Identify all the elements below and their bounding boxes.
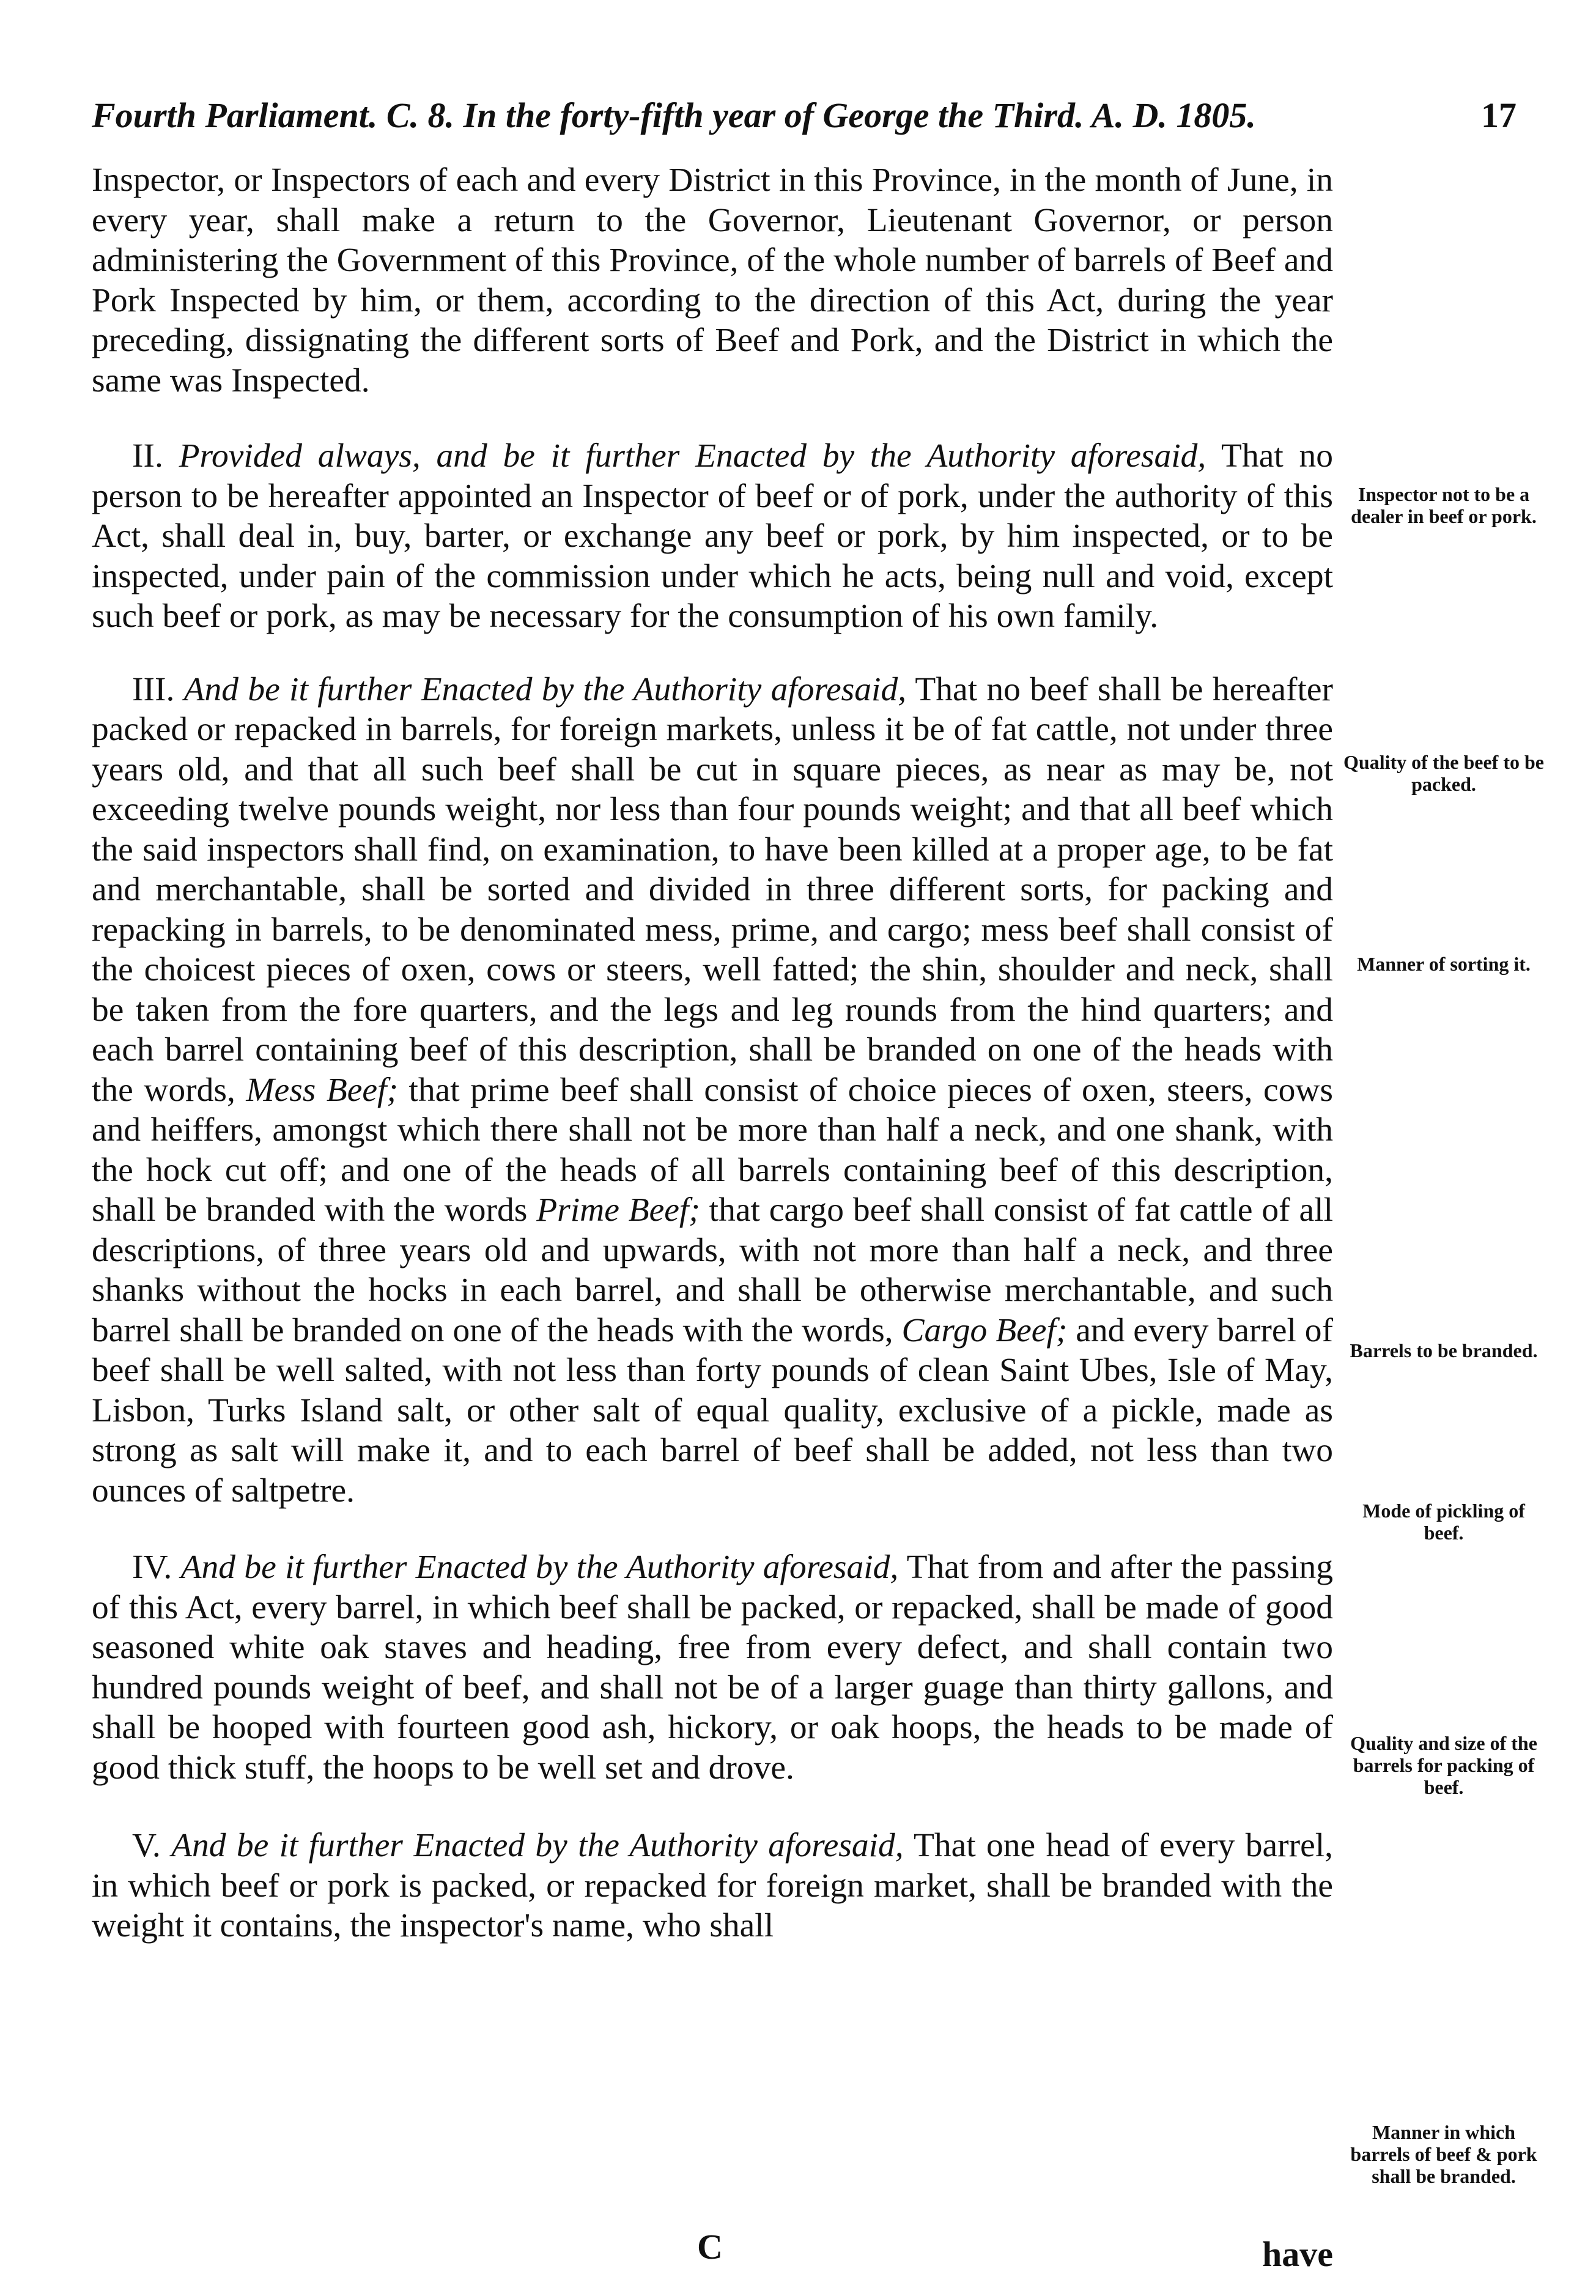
enacting-clause: And be it further Enacted by the Authority aforesaid, xyxy=(183,670,907,708)
section-number: II. xyxy=(132,437,163,475)
section-text: that cargo beef shall consist of fat cattle of all descriptions, of three years old and upwards, with not more than half a neck, and three shanks without the hocks in each barrel, and shall be otherwise merchantable, and such barrel shall be branded on one of the heads with the words, xyxy=(92,1191,1333,1349)
page-number: 17 xyxy=(1481,95,1517,135)
section-2 xyxy=(92,436,1333,637)
section-text: and every barrel of beef shall be well salted, with not less than forty pounds of clean Saint Ubes, Isle of May, Lisbon, Turks Island salt, or other salt of equal quality, exclusive of a pickle, made as strong as salt will make it, and to each barrel of beef shall be added, not less than two ounces of saltpetre. xyxy=(92,1311,1334,1509)
body-text xyxy=(92,160,1333,1946)
section-text: That no beef shall be hereafter packed or repacked in barrels, for foreign markets, unless it be of fat cattle, not under three years old, and that all such beef shall be cut in square pieces, as near as may be, not exceeding twelve pounds weight, nor less than four pounds weight; and that all beef which the said inspectors shall find, on examination, to have been killed at a proper age, to be fat and merchantable, shall be sorted and divided in three different sorts, for packing and repacking in barrels, to be denominated mess, prime, and cargo; mess beef shall consist of the choicest pieces of oxen, cows or steers, well fatted; the shin, shoulder and neck, shall be taken from the fore quarters, and the legs and leg rounds from the hind quarters; and each barrel containing beef of this description, shall be branded on one of the heads with the words, xyxy=(92,670,1334,1109)
section-4 xyxy=(92,1547,1333,1788)
paragraph-continuation: Inspector, or Inspectors of each and every District in this Province, in the month of June, in every year, shall make a return to the Governor, Lieutenant Governor, or person administering the Government of this Province, of the whole number of barrels of Beef and Pork Inspected by him, or them, according to the direction of this Act, during the year preceding, dissignating the different sorts of Beef and Pork, and the District in which the same was Inspected. xyxy=(92,161,1333,399)
margin-note-pickling: Mode of pickling of beef. xyxy=(1362,1500,1525,1544)
margin-note-branding: Manner in which barrels of beef & pork shall be branded. xyxy=(1350,2121,1537,2187)
section-text: That from and after the passing of this Act, every barrel, in which beef shall be packed, or repacked, shall be made of good seasoned white oak staves and heading, free from every defect, and shall contain two hundred pounds weight of beef, and shall not be of a larger guage than thirty gallons, and shall be hooped with fourteen good ash, hickory, or oak hoops, the heads to be made of good thick stuff, the hoops to be well set and drove. xyxy=(92,1549,1334,1787)
section-3 xyxy=(92,670,1333,1511)
margin-note-barrels-branded: Barrels to be branded. xyxy=(1350,1339,1538,1361)
margin-note-sorting: Manner of sorting it. xyxy=(1357,953,1531,975)
enacting-clause: And be it further Enacted by the Authority aforesaid, xyxy=(171,1827,904,1864)
section-text: That no person to be hereafter appointed an Inspector of beef or of pork, under the authority of this Act, shall deal in, buy, barter, or exchange any beef or pork, by him inspected, or to be inspected, under pain of the commission under which he acts, being null and void, except such beef or pork, as may be necessary for the consumption of his own family. xyxy=(92,437,1333,635)
page-footer xyxy=(92,2226,1333,2275)
section-text: That one head of every barrel, in which beef or pork is packed, or repacked for foreign market, shall be branded with the weight it contains, the inspector's name, who shall xyxy=(92,1827,1333,1944)
section-number: V. xyxy=(132,1827,161,1864)
running-title: Fourth Parliament. C. 8. In the forty-fifth year of George the Third. A. D. 1805. xyxy=(92,95,1256,135)
margin-note-quality: Quality of the beef to be packed. xyxy=(1343,751,1544,795)
section-number: IV. xyxy=(132,1549,172,1586)
section-number: III. xyxy=(132,670,175,708)
running-head xyxy=(92,95,1517,135)
section-text: that prime beef shall consist of choice pieces of oxen, steers, cows and heiffers, amongst which there shall not be more than half a neck, and one shank, with the hock cut off; and one of the heads of all barrels containing beef of this description, shall be branded with the words xyxy=(92,1071,1334,1229)
brand-prime-beef: Prime Beef; xyxy=(536,1191,700,1229)
signature-mark: C xyxy=(697,2227,723,2267)
catchword: have xyxy=(1262,2234,1333,2274)
section-5 xyxy=(92,1826,1333,1946)
enacting-clause: Provided always, and be it further Enacted by the Authority aforesaid, xyxy=(179,437,1206,475)
brand-mess-beef: Mess Beef; xyxy=(246,1071,398,1109)
margin-note-barrel-size: Quality and size of the barrels for packing of beef. xyxy=(1350,1732,1537,1798)
margin-note-inspector: Inspector not to be a dealer in beef or pork. xyxy=(1351,483,1537,527)
enacting-clause: And be it further Enacted by the Authority aforesaid, xyxy=(180,1549,899,1586)
brand-cargo-beef: Cargo Beef; xyxy=(901,1311,1068,1349)
